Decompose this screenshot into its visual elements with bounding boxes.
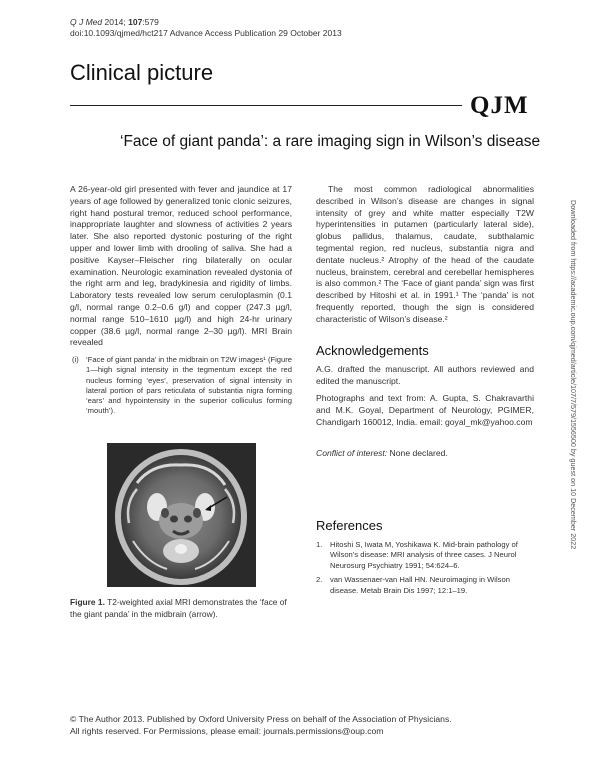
acknowledgements-paragraph: A.G. drafted the manuscript. All authors reviewed and edited the manuscript. xyxy=(316,364,534,386)
conflict-of-interest xyxy=(316,448,534,460)
references-heading: References xyxy=(316,518,383,533)
journal-pages: :579 xyxy=(142,17,159,27)
finding-number: (i) xyxy=(72,355,79,365)
header-rule xyxy=(70,105,462,106)
reference-item xyxy=(316,575,534,596)
discussion-paragraph: The most common radiological abnormalities described in Wilson’s disease are changes in signal intensity of grey and white matter especially T2W hyperintensities in putamen (particularly lateral side), globus pallidus, thalamus, caudate, subthalamic tegmental region, red nucleus, substantia nigra and dentate nucleus.² Atrophy of the head of the caudate nucleus, brainstem, cerebral and cerebellar hemispheres is also common.² The ‘Face of giant panda’ sign was first described by Hitoshi et al. in 1991.¹ The ‘panda’ is not frequently reported, though the sign is considered characteristic of Wilson’s disease.² xyxy=(316,184,534,324)
article-title: ‘Face of giant panda’: a rare imaging sign in Wilson’s disease xyxy=(120,133,541,150)
permissions-line: All rights reserved. For Permissions, please email: journals.permissions@oup.com xyxy=(70,726,384,736)
download-watermark xyxy=(571,200,585,620)
finding-item xyxy=(70,355,292,416)
figure-label: Figure 1. xyxy=(70,597,105,607)
reference-text: van Wassenaer-van Hall HN. Neuroimaging in Wilson disease. Metab Brain Dis 1997; 12:1–19. xyxy=(330,575,510,595)
right-column xyxy=(316,184,534,326)
case-paragraph: A 26-year-old girl presented with fever and jaundice at 17 years of age followed by generalized tonic clonic seizures, right hand postural tremor, reduced school performance, inappropriate laughter and slowness of activities 2 years later. She also reported dystonic posturing of the right upper and lower limb with drooling of saliva. She had a positive Kayser–Fleischer ring bilaterally on ocular examination. Neurologic examination revealed dystonia of the right arm and leg, bradykinesia and rigidity of limbs. Laboratory tests revealed low serum ceruloplasmin (0.1 g/l, normal range 0.2–0.6 g/l) and copper (247.3 µg/l, normal range 510–1610 µg/l) and high 24-hr urinary copper (38.6 µg/l, normal range 2–30 µg/l). MRI Brain revealed xyxy=(70,184,292,348)
reference-item xyxy=(316,540,534,571)
journal-volume: 107 xyxy=(128,17,143,27)
photo-credits-paragraph: Photographs and text from: A. Gupta, S. Chakravarthi and M.K. Goyal, Department of Neurology, PGIMER, Chandigarh 160012, India. email: goyal_mk@yahoo.com xyxy=(316,393,534,427)
coi-text: None declared. xyxy=(387,448,448,458)
journal-header xyxy=(70,17,342,39)
doi-line: doi:10.1093/qjmed/hct217 Advance Access Publication 29 October 2013 xyxy=(70,28,342,38)
acknowledgements-text xyxy=(316,364,534,388)
references-list xyxy=(316,540,534,600)
mri-image xyxy=(107,443,256,587)
figure-caption xyxy=(70,597,292,620)
journal-logo: QJM xyxy=(470,92,529,119)
journal-name: Q J Med xyxy=(70,17,103,27)
section-title: Clinical picture xyxy=(70,60,214,85)
mri-figure xyxy=(107,443,256,587)
reference-number: 2. xyxy=(316,575,323,585)
figure-caption-text: T2-weighted axial MRI demonstrates the ‘face of the giant panda’ in the midbrain (arrow). xyxy=(70,597,287,619)
acknowledgements-heading: Acknowledgements xyxy=(316,343,429,358)
finding-text: ‘Face of giant panda’ in the midbrain on T2W images¹ (Figure 1—high signal intensity in the tegmentum except the red nucleus forming ‘eyes’, preservation of signal intensity in lateral portion of pars reticulata of substantia nigra forming ‘ears’ and hypointensity in the superior colliculus forming ‘mouth’). xyxy=(86,355,292,416)
journal-year: 2014; xyxy=(102,17,129,27)
download-watermark-text: Downloaded from https://academic.oup.com/qjmed/article/107/7/579/1556500 by guest on 10 December 2022 xyxy=(569,200,578,550)
reference-number: 1. xyxy=(316,540,323,549)
reference-text: Hitoshi S, Iwata M, Yoshikawa K. Mid-brain pathology of Wilson’s disease: MRI analysis of three cases. J Neurol Neurosurg Psychiatry 1991; 54:624–6. xyxy=(330,540,518,570)
left-column xyxy=(70,184,292,416)
copyright-line: © The Author 2013. Published by Oxford University Press on behalf of the Association of Physicians. xyxy=(70,714,452,724)
coi-label: Conflict of interest: xyxy=(316,448,388,458)
copyright-footer xyxy=(70,713,530,737)
citation-line xyxy=(70,17,342,28)
photo-credits xyxy=(316,393,534,428)
